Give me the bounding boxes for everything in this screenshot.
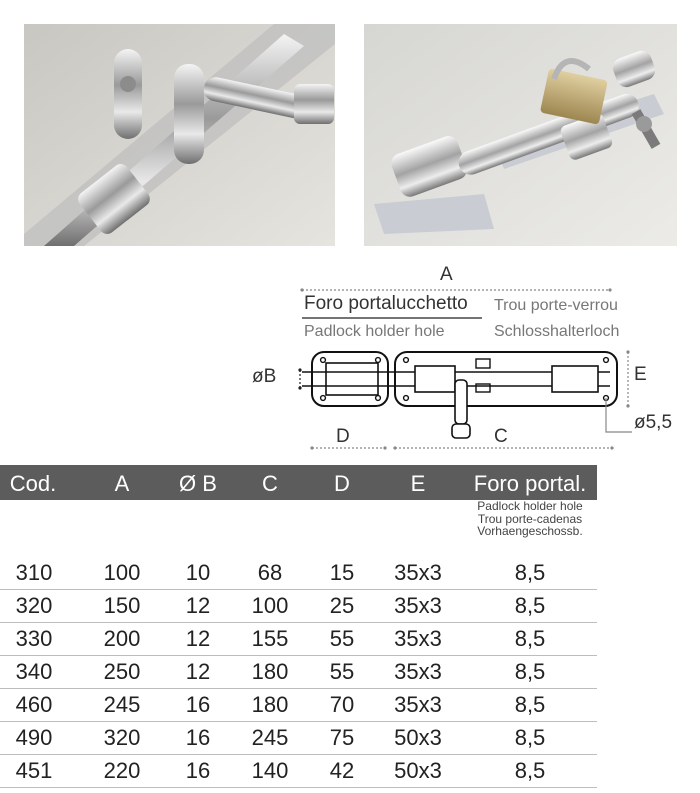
cell-a: 320 [103, 725, 141, 750]
cell-a: 200 [103, 626, 141, 651]
dimension-b-label: øB [252, 366, 277, 387]
cell-a: 250 [103, 659, 141, 684]
cell-b: 12 [185, 626, 211, 651]
cell-c: 180 [251, 659, 289, 684]
dimension-c-label: C [494, 426, 508, 447]
cell-e: 50x3 [394, 758, 442, 783]
cell-d: 70 [329, 692, 355, 717]
padlock-hole-fr: Trou porte-verrou [494, 297, 618, 314]
cell-foro: 8,5 [514, 692, 546, 717]
cell-a: 245 [103, 692, 141, 717]
col-header-foro: Foro portal. [473, 471, 587, 496]
dimension-a-label: A [440, 264, 453, 285]
padlock-hole-title: Foro portalucchetto [304, 293, 468, 314]
foro-note-de: Vorhaengeschossb. [477, 524, 583, 538]
product-photo-with-padlock [364, 24, 677, 246]
cell-d: 55 [329, 659, 355, 684]
cell-e: 35x3 [394, 692, 442, 717]
cell-foro: 8,5 [514, 560, 546, 585]
cell-cod: 310 [15, 560, 53, 585]
cell-a: 100 [103, 560, 141, 585]
cell-e: 35x3 [394, 560, 442, 585]
table-row [0, 622, 597, 656]
cell-foro: 8,5 [514, 659, 546, 684]
cell-cod: 460 [15, 692, 53, 717]
table-row [0, 589, 597, 623]
cell-cod: 340 [15, 659, 53, 684]
cell-d: 42 [329, 758, 355, 783]
cell-c: 155 [251, 626, 289, 651]
cell-c: 68 [257, 560, 283, 585]
col-header-e: E [410, 471, 426, 496]
col-header-b: Ø B [179, 471, 217, 496]
cell-foro: 8,5 [514, 725, 546, 750]
cell-c: 180 [251, 692, 289, 717]
cell-a: 220 [103, 758, 141, 783]
cell-e: 35x3 [394, 593, 442, 618]
cell-cod: 451 [15, 758, 53, 783]
cell-d: 25 [329, 593, 355, 618]
padlock-hole-en: Padlock holder hole [304, 323, 445, 340]
cell-b: 16 [185, 725, 211, 750]
cell-e: 35x3 [394, 626, 442, 651]
cell-foro: 8,5 [514, 626, 546, 651]
dimension-d-label: D [336, 426, 350, 447]
cell-d: 15 [329, 560, 355, 585]
cell-foro: 8,5 [514, 758, 546, 783]
col-header-cod: Cod. [9, 471, 57, 496]
padlock-hole-de: Schlosshalterloch [494, 323, 620, 340]
cell-cod: 320 [15, 593, 53, 618]
cell-e: 50x3 [394, 725, 442, 750]
cell-b: 12 [185, 593, 211, 618]
col-header-c: C [262, 471, 278, 496]
cell-e: 35x3 [394, 659, 442, 684]
cell-cod: 490 [15, 725, 53, 750]
table-row [0, 721, 597, 755]
table-row [0, 688, 597, 722]
cell-d: 55 [329, 626, 355, 651]
table-row [0, 754, 597, 788]
col-header-foro-note [460, 500, 600, 538]
product-photo-closeup [24, 24, 335, 246]
technical-drawing [250, 260, 700, 460]
col-header-a: A [114, 471, 130, 496]
hole-diameter-label: ø5,5 [634, 412, 673, 433]
cell-b: 16 [185, 758, 211, 783]
cell-b: 12 [185, 659, 211, 684]
dimension-e-label: E [634, 364, 647, 385]
cell-cod: 330 [15, 626, 53, 651]
table-row [0, 655, 597, 689]
cell-c: 140 [251, 758, 289, 783]
cell-d: 75 [329, 725, 355, 750]
table-row [0, 556, 597, 590]
cell-a: 150 [103, 593, 141, 618]
cell-b: 10 [185, 560, 211, 585]
foro-note-fr: Trou porte-cadenas [477, 511, 583, 526]
cell-foro: 8,5 [514, 593, 546, 618]
foro-note-en: Padlock holder hole [477, 499, 583, 513]
cell-c: 245 [251, 725, 289, 750]
cell-c: 100 [251, 593, 289, 618]
col-header-d: D [334, 471, 350, 496]
cell-b: 16 [185, 692, 211, 717]
